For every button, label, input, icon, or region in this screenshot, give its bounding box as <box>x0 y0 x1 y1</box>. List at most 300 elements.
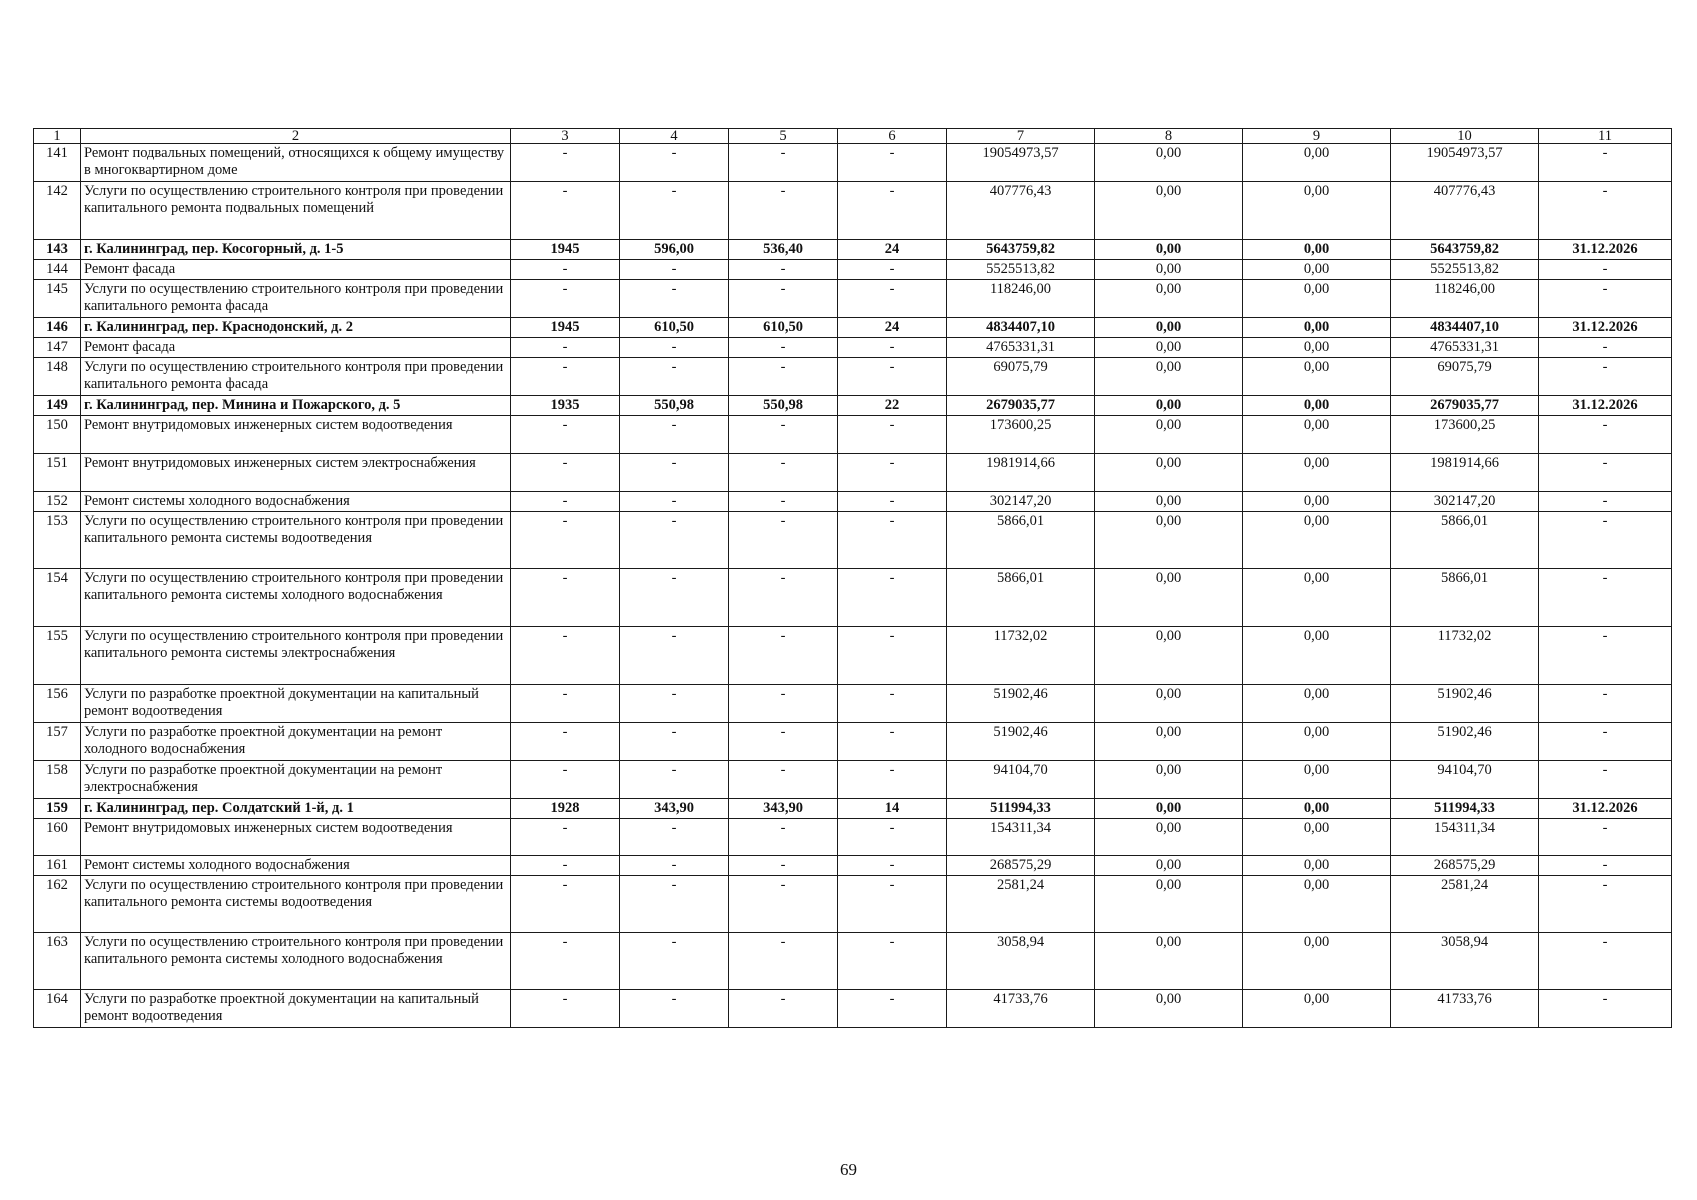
cost-col10-cell: 173600,25 <box>1391 416 1539 454</box>
work-description: Услуги по разработке проектной документации на капитальный ремонт водоотведения <box>81 685 511 723</box>
row-number: 147 <box>34 338 81 358</box>
total-cost-cell: 51902,46 <box>947 685 1095 723</box>
area-total-cell: - <box>620 182 729 240</box>
total-cost-cell: 19054973,57 <box>947 144 1095 182</box>
area-total-cell: - <box>620 280 729 318</box>
work-description: Услуги по осуществлению строительного контроля при проведении капитального ремонта подвальных помещений <box>81 182 511 240</box>
row-number: 164 <box>34 990 81 1028</box>
residents-cell: - <box>838 454 947 492</box>
cost-col8-cell: 0,00 <box>1095 876 1243 933</box>
row-number: 161 <box>34 856 81 876</box>
cost-col9-cell: 0,00 <box>1243 416 1391 454</box>
cost-col8-cell: 0,00 <box>1095 512 1243 569</box>
residents-cell: - <box>838 723 947 761</box>
area-living-cell: 536,40 <box>729 240 838 260</box>
row-number: 148 <box>34 358 81 396</box>
column-header: 7 <box>947 129 1095 144</box>
total-cost-cell: 5866,01 <box>947 512 1095 569</box>
residents-cell: - <box>838 280 947 318</box>
year-cell: 1945 <box>511 240 620 260</box>
table-row <box>34 512 1672 569</box>
cost-col8-cell: 0,00 <box>1095 396 1243 416</box>
deadline-cell: 31.12.2026 <box>1539 799 1672 819</box>
deadline-cell: - <box>1539 990 1672 1028</box>
row-number: 143 <box>34 240 81 260</box>
residents-cell: - <box>838 990 947 1028</box>
cost-col8-cell: 0,00 <box>1095 627 1243 685</box>
work-description: Ремонт внутридомовых инженерных систем водоотведения <box>81 819 511 856</box>
residents-cell: 22 <box>838 396 947 416</box>
residents-cell: 14 <box>838 799 947 819</box>
cost-col9-cell: 0,00 <box>1243 819 1391 856</box>
total-cost-cell: 41733,76 <box>947 990 1095 1028</box>
row-number: 157 <box>34 723 81 761</box>
residents-cell: - <box>838 819 947 856</box>
cost-col10-cell: 5643759,82 <box>1391 240 1539 260</box>
row-number: 152 <box>34 492 81 512</box>
area-total-cell: - <box>620 933 729 990</box>
deadline-cell: - <box>1539 416 1672 454</box>
cost-col10-cell: 5525513,82 <box>1391 260 1539 280</box>
work-description: Услуги по осуществлению строительного контроля при проведении капитального ремонта системы водоотведения <box>81 512 511 569</box>
table-row <box>34 318 1672 338</box>
year-cell: - <box>511 933 620 990</box>
cost-col9-cell: 0,00 <box>1243 260 1391 280</box>
deadline-cell: - <box>1539 492 1672 512</box>
area-living-cell: - <box>729 512 838 569</box>
cost-col9-cell: 0,00 <box>1243 338 1391 358</box>
area-living-cell: - <box>729 454 838 492</box>
year-cell: - <box>511 856 620 876</box>
work-description: Ремонт внутридомовых инженерных систем электроснабжения <box>81 454 511 492</box>
deadline-cell: 31.12.2026 <box>1539 396 1672 416</box>
year-cell: - <box>511 512 620 569</box>
total-cost-cell: 69075,79 <box>947 358 1095 396</box>
residents-cell: - <box>838 569 947 627</box>
cost-col9-cell: 0,00 <box>1243 182 1391 240</box>
area-living-cell: 610,50 <box>729 318 838 338</box>
total-cost-cell: 511994,33 <box>947 799 1095 819</box>
deadline-cell: - <box>1539 819 1672 856</box>
area-living-cell: 550,98 <box>729 396 838 416</box>
cost-col9-cell: 0,00 <box>1243 454 1391 492</box>
row-number: 156 <box>34 685 81 723</box>
work-description: Ремонт подвальных помещений, относящихся к общему имуществу в многоквартирном доме <box>81 144 511 182</box>
area-total-cell: - <box>620 512 729 569</box>
deadline-cell: - <box>1539 358 1672 396</box>
year-cell: 1935 <box>511 396 620 416</box>
row-number: 159 <box>34 799 81 819</box>
table-row <box>34 358 1672 396</box>
area-total-cell: - <box>620 492 729 512</box>
area-living-cell: - <box>729 569 838 627</box>
table-row <box>34 990 1672 1028</box>
cost-col10-cell: 4834407,10 <box>1391 318 1539 338</box>
row-number: 150 <box>34 416 81 454</box>
residents-cell: - <box>838 856 947 876</box>
cost-col9-cell: 0,00 <box>1243 318 1391 338</box>
cost-col8-cell: 0,00 <box>1095 990 1243 1028</box>
row-number: 146 <box>34 318 81 338</box>
column-header: 5 <box>729 129 838 144</box>
cost-col10-cell: 2581,24 <box>1391 876 1539 933</box>
cost-col8-cell: 0,00 <box>1095 819 1243 856</box>
cost-col9-cell: 0,00 <box>1243 761 1391 799</box>
area-living-cell: - <box>729 358 838 396</box>
cost-col9-cell: 0,00 <box>1243 240 1391 260</box>
residents-cell: - <box>838 260 947 280</box>
cost-col9-cell: 0,00 <box>1243 492 1391 512</box>
residents-cell: - <box>838 685 947 723</box>
row-number: 144 <box>34 260 81 280</box>
work-description: Услуги по осуществлению строительного контроля при проведении капитального ремонта системы холодного водоснабжения <box>81 569 511 627</box>
deadline-cell: - <box>1539 627 1672 685</box>
residents-cell: - <box>838 512 947 569</box>
cost-col9-cell: 0,00 <box>1243 723 1391 761</box>
area-living-cell: - <box>729 933 838 990</box>
year-cell: - <box>511 685 620 723</box>
row-number: 149 <box>34 396 81 416</box>
cost-col10-cell: 268575,29 <box>1391 856 1539 876</box>
area-total-cell: 550,98 <box>620 396 729 416</box>
row-number: 145 <box>34 280 81 318</box>
year-cell: - <box>511 627 620 685</box>
work-description: г. Калининград, пер. Косогорный, д. 1-5 <box>81 240 511 260</box>
total-cost-cell: 3058,94 <box>947 933 1095 990</box>
deadline-cell: - <box>1539 569 1672 627</box>
area-living-cell: - <box>729 856 838 876</box>
residents-cell: - <box>838 358 947 396</box>
column-header: 4 <box>620 129 729 144</box>
area-living-cell: - <box>729 280 838 318</box>
cost-col10-cell: 41733,76 <box>1391 990 1539 1028</box>
row-number: 163 <box>34 933 81 990</box>
total-cost-cell: 11732,02 <box>947 627 1095 685</box>
deadline-cell: - <box>1539 685 1672 723</box>
year-cell: - <box>511 723 620 761</box>
total-cost-cell: 4834407,10 <box>947 318 1095 338</box>
deadline-cell: - <box>1539 280 1672 318</box>
area-living-cell: - <box>729 685 838 723</box>
row-number: 162 <box>34 876 81 933</box>
area-total-cell: 596,00 <box>620 240 729 260</box>
work-description: Ремонт системы холодного водоснабжения <box>81 492 511 512</box>
area-living-cell: - <box>729 182 838 240</box>
area-total-cell: - <box>620 876 729 933</box>
cost-col8-cell: 0,00 <box>1095 569 1243 627</box>
residents-cell: 24 <box>838 318 947 338</box>
table-row <box>34 338 1672 358</box>
cost-col9-cell: 0,00 <box>1243 799 1391 819</box>
area-total-cell: 343,90 <box>620 799 729 819</box>
year-cell: - <box>511 990 620 1028</box>
deadline-cell: 31.12.2026 <box>1539 318 1672 338</box>
year-cell: - <box>511 569 620 627</box>
total-cost-cell: 5643759,82 <box>947 240 1095 260</box>
cost-col10-cell: 511994,33 <box>1391 799 1539 819</box>
cost-col9-cell: 0,00 <box>1243 627 1391 685</box>
area-living-cell: - <box>729 627 838 685</box>
cost-col10-cell: 69075,79 <box>1391 358 1539 396</box>
area-total-cell: - <box>620 990 729 1028</box>
deadline-cell: - <box>1539 182 1672 240</box>
area-total-cell: - <box>620 260 729 280</box>
table-row <box>34 240 1672 260</box>
year-cell: - <box>511 144 620 182</box>
total-cost-cell: 5866,01 <box>947 569 1095 627</box>
cost-col9-cell: 0,00 <box>1243 144 1391 182</box>
row-number: 141 <box>34 144 81 182</box>
cost-col10-cell: 94104,70 <box>1391 761 1539 799</box>
work-description: Ремонт фасада <box>81 260 511 280</box>
deadline-cell: - <box>1539 933 1672 990</box>
row-number: 160 <box>34 819 81 856</box>
cost-col8-cell: 0,00 <box>1095 358 1243 396</box>
area-total-cell: - <box>620 416 729 454</box>
column-header: 11 <box>1539 129 1672 144</box>
row-number: 154 <box>34 569 81 627</box>
year-cell: - <box>511 819 620 856</box>
total-cost-cell: 118246,00 <box>947 280 1095 318</box>
cost-col10-cell: 407776,43 <box>1391 182 1539 240</box>
work-description: г. Калининград, пер. Минина и Пожарского, д. 5 <box>81 396 511 416</box>
residents-cell: - <box>838 492 947 512</box>
work-description: Ремонт внутридомовых инженерных систем водоотведения <box>81 416 511 454</box>
cost-col9-cell: 0,00 <box>1243 280 1391 318</box>
year-cell: - <box>511 182 620 240</box>
area-total-cell: - <box>620 761 729 799</box>
area-living-cell: - <box>729 876 838 933</box>
area-living-cell: - <box>729 338 838 358</box>
area-total-cell: - <box>620 358 729 396</box>
residents-cell: - <box>838 876 947 933</box>
work-description: Ремонт фасада <box>81 338 511 358</box>
works-table <box>33 128 1672 1028</box>
column-header: 6 <box>838 129 947 144</box>
area-total-cell: - <box>620 685 729 723</box>
work-description: Услуги по осуществлению строительного контроля при проведении капитального ремонта фасада <box>81 358 511 396</box>
column-header: 3 <box>511 129 620 144</box>
year-cell: - <box>511 280 620 318</box>
year-cell: 1928 <box>511 799 620 819</box>
cost-col8-cell: 0,00 <box>1095 144 1243 182</box>
area-living-cell: 343,90 <box>729 799 838 819</box>
area-total-cell: - <box>620 454 729 492</box>
page-number: 69 <box>840 1160 857 1179</box>
cost-col8-cell: 0,00 <box>1095 799 1243 819</box>
area-total-cell: - <box>620 856 729 876</box>
year-cell: - <box>511 260 620 280</box>
cost-col8-cell: 0,00 <box>1095 761 1243 799</box>
residents-cell: - <box>838 182 947 240</box>
table-row <box>34 933 1672 990</box>
residents-cell: 24 <box>838 240 947 260</box>
area-total-cell: 610,50 <box>620 318 729 338</box>
table-row <box>34 280 1672 318</box>
cost-col10-cell: 5866,01 <box>1391 512 1539 569</box>
deadline-cell: - <box>1539 723 1672 761</box>
total-cost-cell: 1981914,66 <box>947 454 1095 492</box>
table-row <box>34 723 1672 761</box>
table-row <box>34 492 1672 512</box>
year-cell: - <box>511 492 620 512</box>
deadline-cell: - <box>1539 761 1672 799</box>
residents-cell: - <box>838 627 947 685</box>
residents-cell: - <box>838 933 947 990</box>
area-living-cell: - <box>729 144 838 182</box>
table-row <box>34 454 1672 492</box>
table-row <box>34 685 1672 723</box>
cost-col8-cell: 0,00 <box>1095 933 1243 990</box>
cost-col10-cell: 11732,02 <box>1391 627 1539 685</box>
column-header: 1 <box>34 129 81 144</box>
residents-cell: - <box>838 144 947 182</box>
area-total-cell: - <box>620 723 729 761</box>
area-living-cell: - <box>729 492 838 512</box>
table-row <box>34 819 1672 856</box>
residents-cell: - <box>838 761 947 799</box>
deadline-cell: 31.12.2026 <box>1539 240 1672 260</box>
cost-col9-cell: 0,00 <box>1243 685 1391 723</box>
table-row <box>34 876 1672 933</box>
total-cost-cell: 173600,25 <box>947 416 1095 454</box>
table-row <box>34 799 1672 819</box>
cost-col9-cell: 0,00 <box>1243 512 1391 569</box>
work-description: Услуги по осуществлению строительного контроля при проведении капитального ремонта фасада <box>81 280 511 318</box>
area-living-cell: - <box>729 260 838 280</box>
cost-col10-cell: 4765331,31 <box>1391 338 1539 358</box>
column-header: 9 <box>1243 129 1391 144</box>
deadline-cell: - <box>1539 260 1672 280</box>
column-number-row <box>34 129 1672 144</box>
area-total-cell: - <box>620 569 729 627</box>
residents-cell: - <box>838 338 947 358</box>
cost-col10-cell: 302147,20 <box>1391 492 1539 512</box>
column-header: 8 <box>1095 129 1243 144</box>
cost-col10-cell: 2679035,77 <box>1391 396 1539 416</box>
area-living-cell: - <box>729 990 838 1028</box>
residents-cell: - <box>838 416 947 454</box>
table-row <box>34 416 1672 454</box>
cost-col8-cell: 0,00 <box>1095 723 1243 761</box>
area-total-cell: - <box>620 338 729 358</box>
row-number: 158 <box>34 761 81 799</box>
cost-col9-cell: 0,00 <box>1243 856 1391 876</box>
cost-col10-cell: 3058,94 <box>1391 933 1539 990</box>
deadline-cell: - <box>1539 876 1672 933</box>
work-description: г. Калининград, пер. Солдатский 1-й, д. 1 <box>81 799 511 819</box>
deadline-cell: - <box>1539 856 1672 876</box>
cost-col10-cell: 5866,01 <box>1391 569 1539 627</box>
row-number: 153 <box>34 512 81 569</box>
work-description: Услуги по осуществлению строительного контроля при проведении капитального ремонта системы электроснабжения <box>81 627 511 685</box>
table-row <box>34 627 1672 685</box>
table-row <box>34 569 1672 627</box>
year-cell: - <box>511 454 620 492</box>
column-header: 10 <box>1391 129 1539 144</box>
cost-col9-cell: 0,00 <box>1243 990 1391 1028</box>
table-body <box>34 129 1672 1028</box>
cost-col10-cell: 51902,46 <box>1391 723 1539 761</box>
cost-col8-cell: 0,00 <box>1095 856 1243 876</box>
cost-col8-cell: 0,00 <box>1095 280 1243 318</box>
cost-col9-cell: 0,00 <box>1243 396 1391 416</box>
table-row <box>34 856 1672 876</box>
year-cell: 1945 <box>511 318 620 338</box>
work-description: Услуги по осуществлению строительного контроля при проведении капитального ремонта системы холодного водоснабжения <box>81 933 511 990</box>
table-row <box>34 761 1672 799</box>
deadline-cell: - <box>1539 512 1672 569</box>
total-cost-cell: 4765331,31 <box>947 338 1095 358</box>
work-description: Услуги по разработке проектной документации на ремонт электроснабжения <box>81 761 511 799</box>
total-cost-cell: 302147,20 <box>947 492 1095 512</box>
area-total-cell: - <box>620 627 729 685</box>
year-cell: - <box>511 338 620 358</box>
cost-col9-cell: 0,00 <box>1243 358 1391 396</box>
cost-col10-cell: 51902,46 <box>1391 685 1539 723</box>
deadline-cell: - <box>1539 338 1672 358</box>
cost-col10-cell: 154311,34 <box>1391 819 1539 856</box>
year-cell: - <box>511 876 620 933</box>
cost-col8-cell: 0,00 <box>1095 318 1243 338</box>
deadline-cell: - <box>1539 454 1672 492</box>
total-cost-cell: 2679035,77 <box>947 396 1095 416</box>
area-total-cell: - <box>620 144 729 182</box>
cost-col9-cell: 0,00 <box>1243 933 1391 990</box>
total-cost-cell: 5525513,82 <box>947 260 1095 280</box>
cost-col8-cell: 0,00 <box>1095 260 1243 280</box>
cost-col8-cell: 0,00 <box>1095 685 1243 723</box>
work-description: Услуги по разработке проектной документации на ремонт холодного водоснабжения <box>81 723 511 761</box>
work-description: г. Калининград, пер. Краснодонский, д. 2 <box>81 318 511 338</box>
cost-col8-cell: 0,00 <box>1095 240 1243 260</box>
cost-col10-cell: 19054973,57 <box>1391 144 1539 182</box>
deadline-cell: - <box>1539 144 1672 182</box>
year-cell: - <box>511 761 620 799</box>
work-description: Ремонт системы холодного водоснабжения <box>81 856 511 876</box>
area-total-cell: - <box>620 819 729 856</box>
total-cost-cell: 407776,43 <box>947 182 1095 240</box>
year-cell: - <box>511 358 620 396</box>
row-number: 142 <box>34 182 81 240</box>
cost-col8-cell: 0,00 <box>1095 492 1243 512</box>
area-living-cell: - <box>729 819 838 856</box>
work-description: Услуги по разработке проектной документации на капитальный ремонт водоотведения <box>81 990 511 1028</box>
total-cost-cell: 268575,29 <box>947 856 1095 876</box>
cost-col10-cell: 1981914,66 <box>1391 454 1539 492</box>
total-cost-cell: 51902,46 <box>947 723 1095 761</box>
cost-col9-cell: 0,00 <box>1243 569 1391 627</box>
work-description: Услуги по осуществлению строительного контроля при проведении капитального ремонта системы водоотведения <box>81 876 511 933</box>
table-row <box>34 396 1672 416</box>
table-row <box>34 144 1672 182</box>
total-cost-cell: 154311,34 <box>947 819 1095 856</box>
table-row <box>34 260 1672 280</box>
cost-col8-cell: 0,00 <box>1095 182 1243 240</box>
area-living-cell: - <box>729 416 838 454</box>
table-row <box>34 182 1672 240</box>
area-living-cell: - <box>729 761 838 799</box>
cost-col8-cell: 0,00 <box>1095 416 1243 454</box>
cost-col8-cell: 0,00 <box>1095 454 1243 492</box>
cost-col9-cell: 0,00 <box>1243 876 1391 933</box>
total-cost-cell: 2581,24 <box>947 876 1095 933</box>
area-living-cell: - <box>729 723 838 761</box>
column-header: 2 <box>81 129 511 144</box>
cost-col8-cell: 0,00 <box>1095 338 1243 358</box>
cost-col10-cell: 118246,00 <box>1391 280 1539 318</box>
row-number: 151 <box>34 454 81 492</box>
